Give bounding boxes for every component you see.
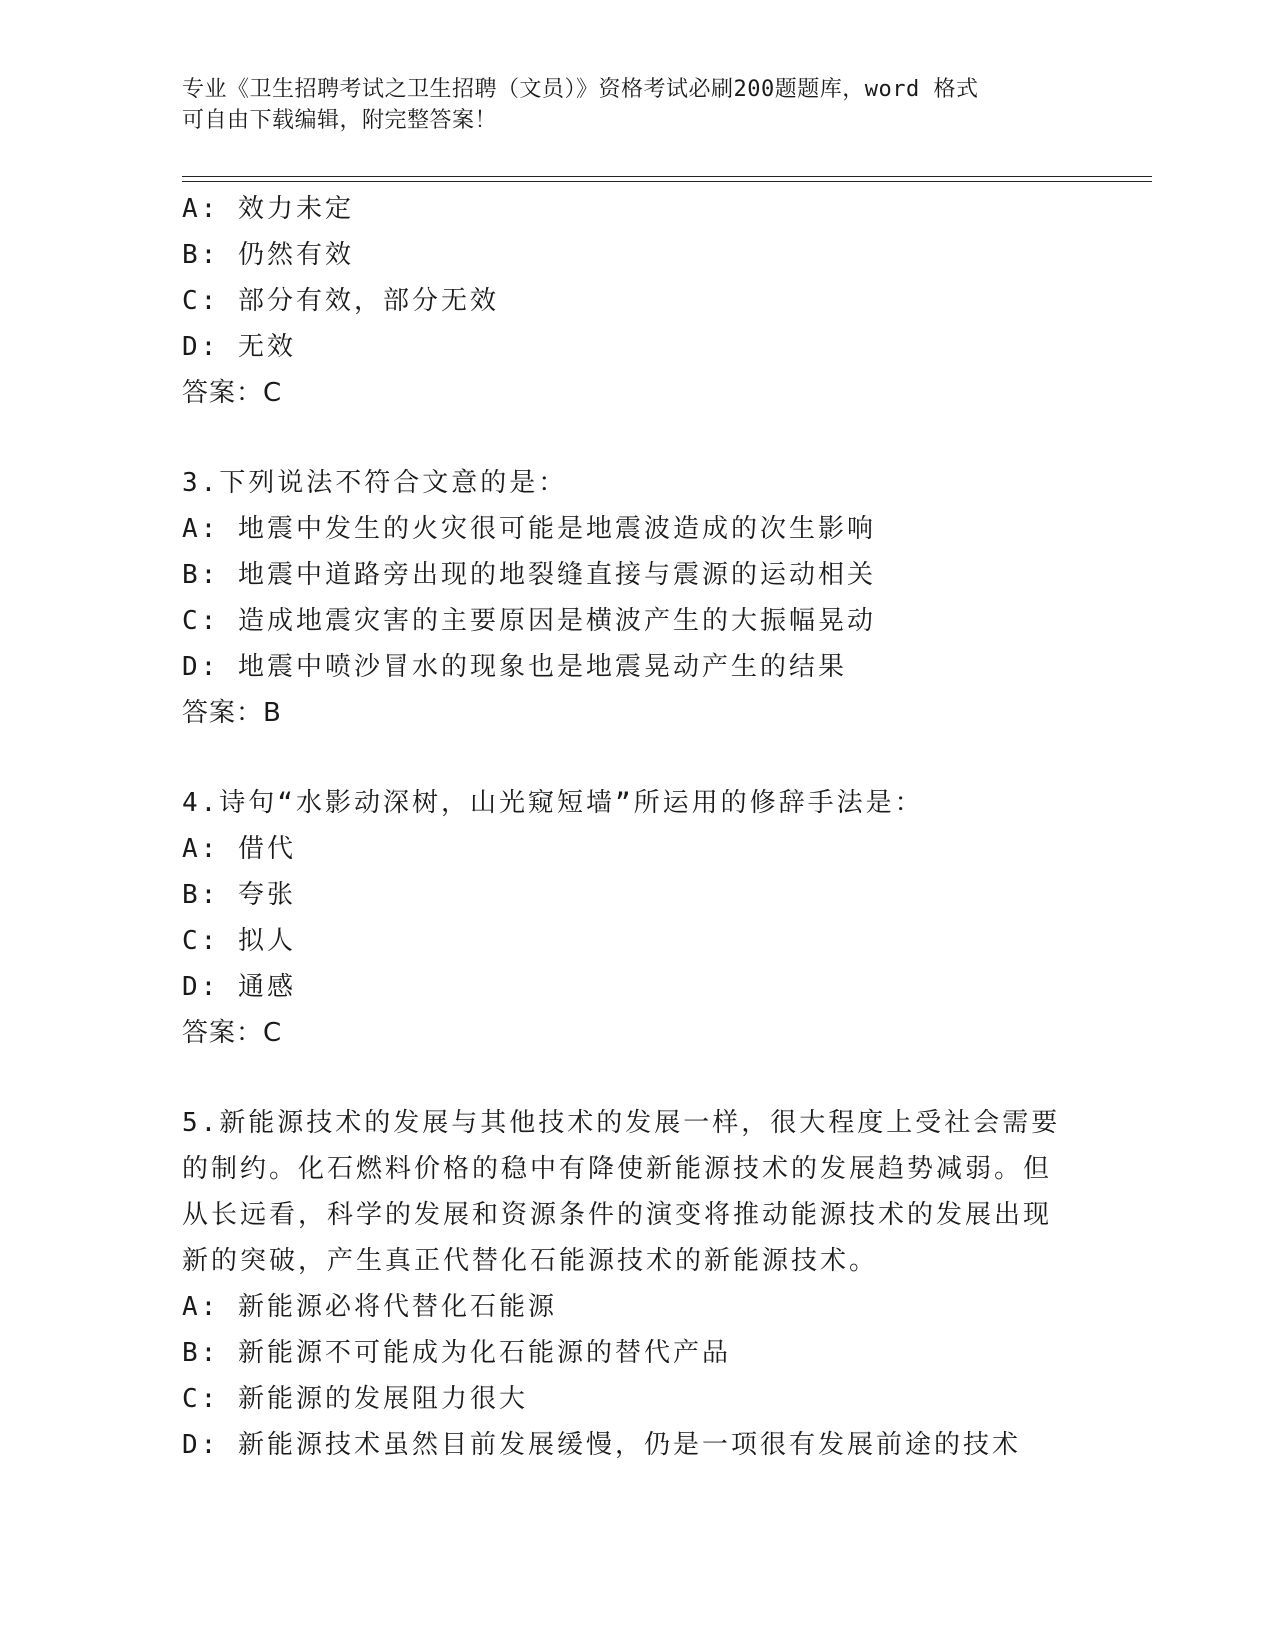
- option-c: C: 造成地震灾害的主要原因是横波产生的大振幅晃动: [182, 606, 876, 636]
- question-block-4: [182, 780, 1082, 1056]
- option-a: A: 效力未定: [182, 194, 354, 224]
- answer: 答案：C: [182, 1018, 283, 1048]
- answer: 答案：B: [182, 698, 282, 728]
- option-c: C: 拟人: [182, 926, 296, 956]
- question-text: 4.诗句“水影动深树，山光窥短墙”所运用的修辞手法是：: [182, 788, 924, 818]
- question-text-line-3: 从长远看，科学的发展和资源条件的演变将推动能源技术的发展出现: [182, 1200, 1053, 1230]
- option-b: B: 新能源不可能成为化石能源的替代产品: [182, 1338, 731, 1368]
- option-a: A: 新能源必将代替化石能源: [182, 1292, 557, 1322]
- question-text-line-4: 新的突破，产生真正代替化石能源技术的新能源技术。: [182, 1246, 879, 1276]
- option-d: D: 地震中喷沙冒水的现象也是地震晃动产生的结果: [182, 652, 847, 682]
- answer: 答案：C: [182, 378, 283, 408]
- question-text: 3.下列说法不符合文意的是：: [182, 468, 568, 498]
- question-block-3: [182, 460, 1082, 736]
- question-text-line-1: 5.新能源技术的发展与其他技术的发展一样，很大程度上受社会需要: [182, 1108, 1061, 1138]
- option-a: A: 地震中发生的火灾很可能是地震波造成的次生影响: [182, 514, 876, 544]
- option-d: D: 新能源技术虽然目前发展缓慢，仍是一项很有发展前途的技术: [182, 1430, 1021, 1460]
- option-a: A: 借代: [182, 834, 296, 864]
- question-block-2: [182, 186, 1082, 416]
- header-title-line-2: 可自由下载编辑，附完整答案！: [182, 108, 498, 133]
- option-d: D: 通感: [182, 972, 296, 1002]
- question-list: [182, 186, 1082, 1468]
- header-title-line-1: 专业《卫生招聘考试之卫生招聘（文员）》资格考试必刷200题题库，word 格式: [182, 77, 979, 102]
- header-divider-bottom: [182, 181, 1152, 182]
- option-b: B: 夸张: [182, 880, 296, 910]
- option-d: D: 无效: [182, 332, 296, 362]
- option-b: B: 仍然有效: [182, 240, 354, 270]
- header-divider-top: [182, 176, 1152, 177]
- question-block-5: [182, 1100, 1082, 1468]
- option-c: C: 新能源的发展阻力很大: [182, 1384, 528, 1414]
- page-header: [182, 74, 1062, 136]
- question-text-line-2: 的制约。化石燃料价格的稳中有降使新能源技术的发展趋势减弱。但: [182, 1154, 1053, 1184]
- option-c: C: 部分有效，部分无效: [182, 286, 499, 316]
- option-b: B: 地震中道路旁出现的地裂缝直接与震源的运动相关: [182, 560, 876, 590]
